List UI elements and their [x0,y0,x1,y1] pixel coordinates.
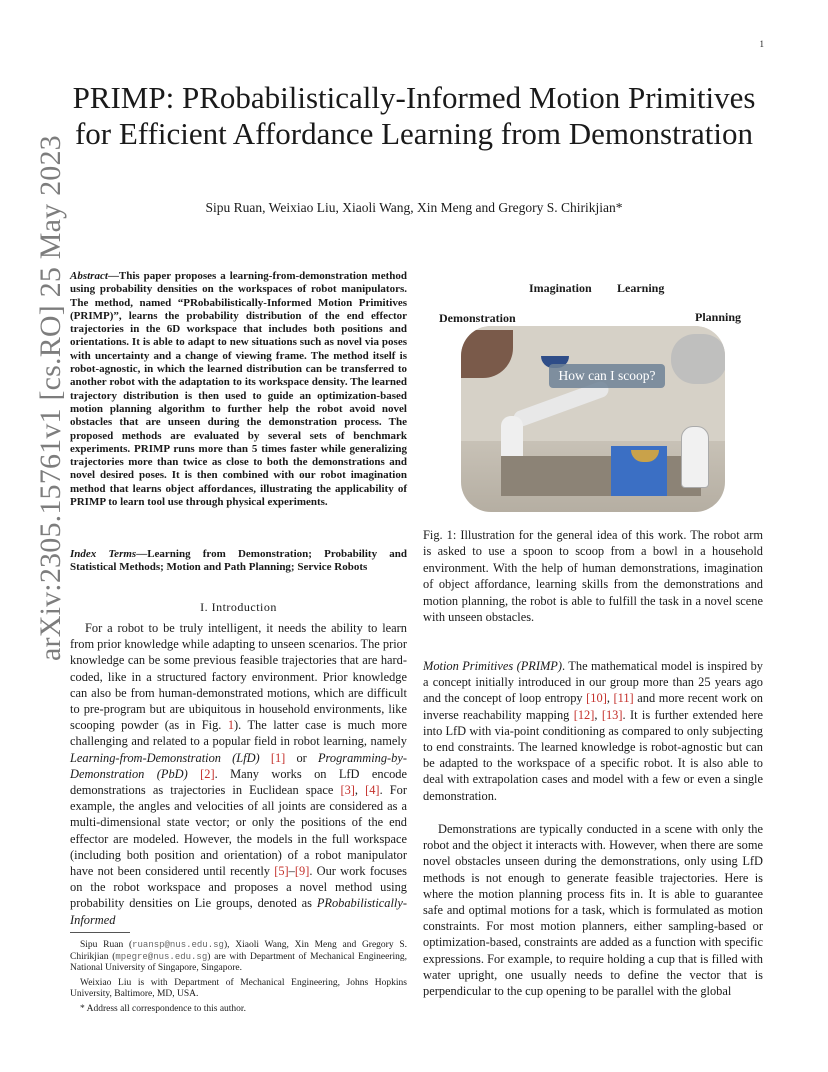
index-terms [70,548,407,575]
text-segment: , [354,783,366,798]
text-segment: . For example, the angles and velocities of all joints are considered as a multi-dimensional state vector; or only the positions of the end effector are modeled. However, the models in the full workspace (including both position and orientation) of a robot manipulator have not been considered until recently [70,783,407,879]
text-segment: , [594,707,602,722]
text-segment: . The mathematical model is inspired by a concept initially introduced in our group more than 25 years ago and the concept of loop entropy [423,659,763,706]
citation-link[interactable]: [13] [601,707,623,722]
figure-label-imagination: Imagination [529,281,592,295]
right-paragraph-demonstrations: Demonstrations are typically conducted in a scene with only the robot and the object it interacts with. However, when there are some novel obstacles unseen during the demonstrations, only using LfD methods is not enough to generate feasible trajectories. Here is where the motion planning process fits in. It is able to guarantee safe and optimal motions for a task, which is formulated as motion constraints. For most motion planners, either sampling-based or optimization-based, constraints are added as a function with specific expressions. For example, to require holding a cup that is filled with water upright, one usually needs to define the vector that is perpendicular to the cup opening to be parallel with the global [423,822,763,999]
text-segment: Programming-by-Demonstration (PbD) [70,750,407,781]
citation-link[interactable]: 1 [227,718,235,733]
footnote-text: ) are with Department of Mechanical Engineering, National University of Singapore, Singapore. [70,951,407,973]
text-segment: Motion Primitives (PRIMP) [423,659,562,673]
text-segment: or [285,750,318,765]
figure-photo [461,326,725,512]
figure-1 [423,278,763,518]
citation-link[interactable]: [11] [613,691,634,706]
page-number: 1 [759,39,764,49]
section-heading-introduction: I. Introduction [200,600,277,614]
text-segment [260,751,271,765]
arxiv-identifier: arXiv:2305.15761v1 [cs.RO] 25 May 2023 [34,135,67,661]
paper-title: PRIMP: PRobabilistically-Informed Motion Primitives for Efficient Affordance Learning from Demonstration [72,80,756,151]
citation-link[interactable]: [1] [270,750,286,765]
introduction-paragraph [70,620,407,928]
planning-cloud-image [671,334,725,384]
author-list: Sipu Ruan, Weixiao Liu, Xiaoli Wang, Xin Meng and Gregory S. Chirikjian* [205,200,623,215]
text-segment: . It is further extended here into LfD with via-point conditioning as compared to only subjecting to end constraints. The learned knowledge is robot-agnostic but can be adapted to the workspace of a specific robot. It is also able to deal with extrapolation cases and model with a few or even a single demonstration. [423,707,763,803]
footnotes [70,940,407,1018]
footnote-text: ), Xiaoli Wang, Xin Meng and Gregory S. Chirikjian ( [70,940,407,962]
footnote-correspondence: * Address all correspondence to this author. [80,1003,246,1014]
index-terms-lead: Index Terms [70,548,137,560]
footnote-affiliation-jhu: Weixiao Liu is with Department of Mechanical Engineering, Johns Hopkins University, Baltimore, MD, USA. [70,977,407,999]
footnote-divider [70,932,130,933]
right-paragraph-primp [423,658,763,804]
citation-link[interactable]: [5] [274,864,289,879]
text-segment: ). The latter case is much more challenging and related to a popular field in robot learning, namely [70,718,408,749]
text-segment: and more recent work on inverse reachability mapping [423,691,763,722]
text-segment: PRobabilistically-Informed [70,896,407,927]
figure-label-learning: Learning [617,281,665,295]
citation-link[interactable]: [2] [200,766,215,781]
citation-link[interactable]: [9] [294,864,310,879]
text-segment: . Many works on LfD encode demonstrations as trajectories in Euclidean space [70,766,407,798]
abstract-text: —This paper proposes a learning-from-demonstration method using probability densities on the workspaces of robot manipulators. The method, named “PRobabilistically-Informed Motion Primitives (PRIMP)”, learns the probability distribution of the end effector trajectories in the 6D workspace that includes both positions and orientations. It is able to adapt to new situations such as novel via poses with uncertainty and a change of viewing frame. The method itself is robot-agnostic, in which the learned distribution can be transferred to another robot with the adaptation to its workspace density. The learned trajectory distribution is then used to guide an optimization-based motion planning algorithm to further help the robot avoid novel obstacles that are unseen during the demonstration process. The proposed methods are evaluated by several sets of benchmark experiments. PRIMP runs more than 5 times faster while generalizing trajectories more than twice as close to both the demonstrations and novel desired poses. It is then combined with our robot imagination method that learns object affordances, illustrating the applicability of PRIMP to learn tool use through physical experiments. [70,270,407,509]
index-terms-text: —Learning from Demonstration; Probability and Statistical Methods; Motion and Path Planning; Service Robots [70,548,407,574]
speech-bubble: How can I scoop? [549,364,665,388]
email-link[interactable]: mpegre@nus.edu.sg [115,951,208,962]
citation-link[interactable]: [12] [573,707,595,722]
text-segment: , [606,691,614,706]
footnote-affiliation-nus [70,940,407,975]
text-segment: – [288,864,295,879]
email-link[interactable]: ruansp@nus.edu.sg [132,940,224,950]
abstract-lead: Abstract [70,270,108,282]
figure-label-planning: Planning [695,310,742,324]
text-segment: . Our work focuses on the robot workspace and proposes a novel method using probability densities on Lie groups, denoted as [70,864,407,911]
humanoid-robot-image [681,426,709,488]
text-segment: Learning-from-Demonstration (LfD) [70,750,260,765]
footnote-text: Sipu Ruan ( [80,940,133,950]
abstract [70,270,407,509]
table-image [501,456,701,496]
citation-link[interactable]: [10] [586,691,607,706]
text-segment [188,767,200,781]
figure-caption: Fig. 1: Illustration for the general idea of this work. The robot arm is asked to use a spoon to scoop from a bowl in a household environment. With the help of human demonstrations, imagination of object affordance, learning skills from the demonstrations and motion planning, the robot is able to fulfill the task in a novel scene with unseen obstacles. [423,528,763,625]
figure-label-demonstration: Demonstration [439,311,516,325]
text-segment: For a robot to be truly intelligent, it needs the ability to learn from prior knowledge while adapting to unseen scenarios. The prior knowledge can be some previous feasible trajectories that are hard-coded, like in a structured factory environment. Prior knowledge can also be from human-demonstrated motions, which are difficult to pre-program but are ubiquitous in household environments, like scooping powder (as in Fig. [70,621,407,733]
citation-link[interactable]: [4] [365,783,380,798]
citation-link[interactable]: [3] [340,783,355,798]
